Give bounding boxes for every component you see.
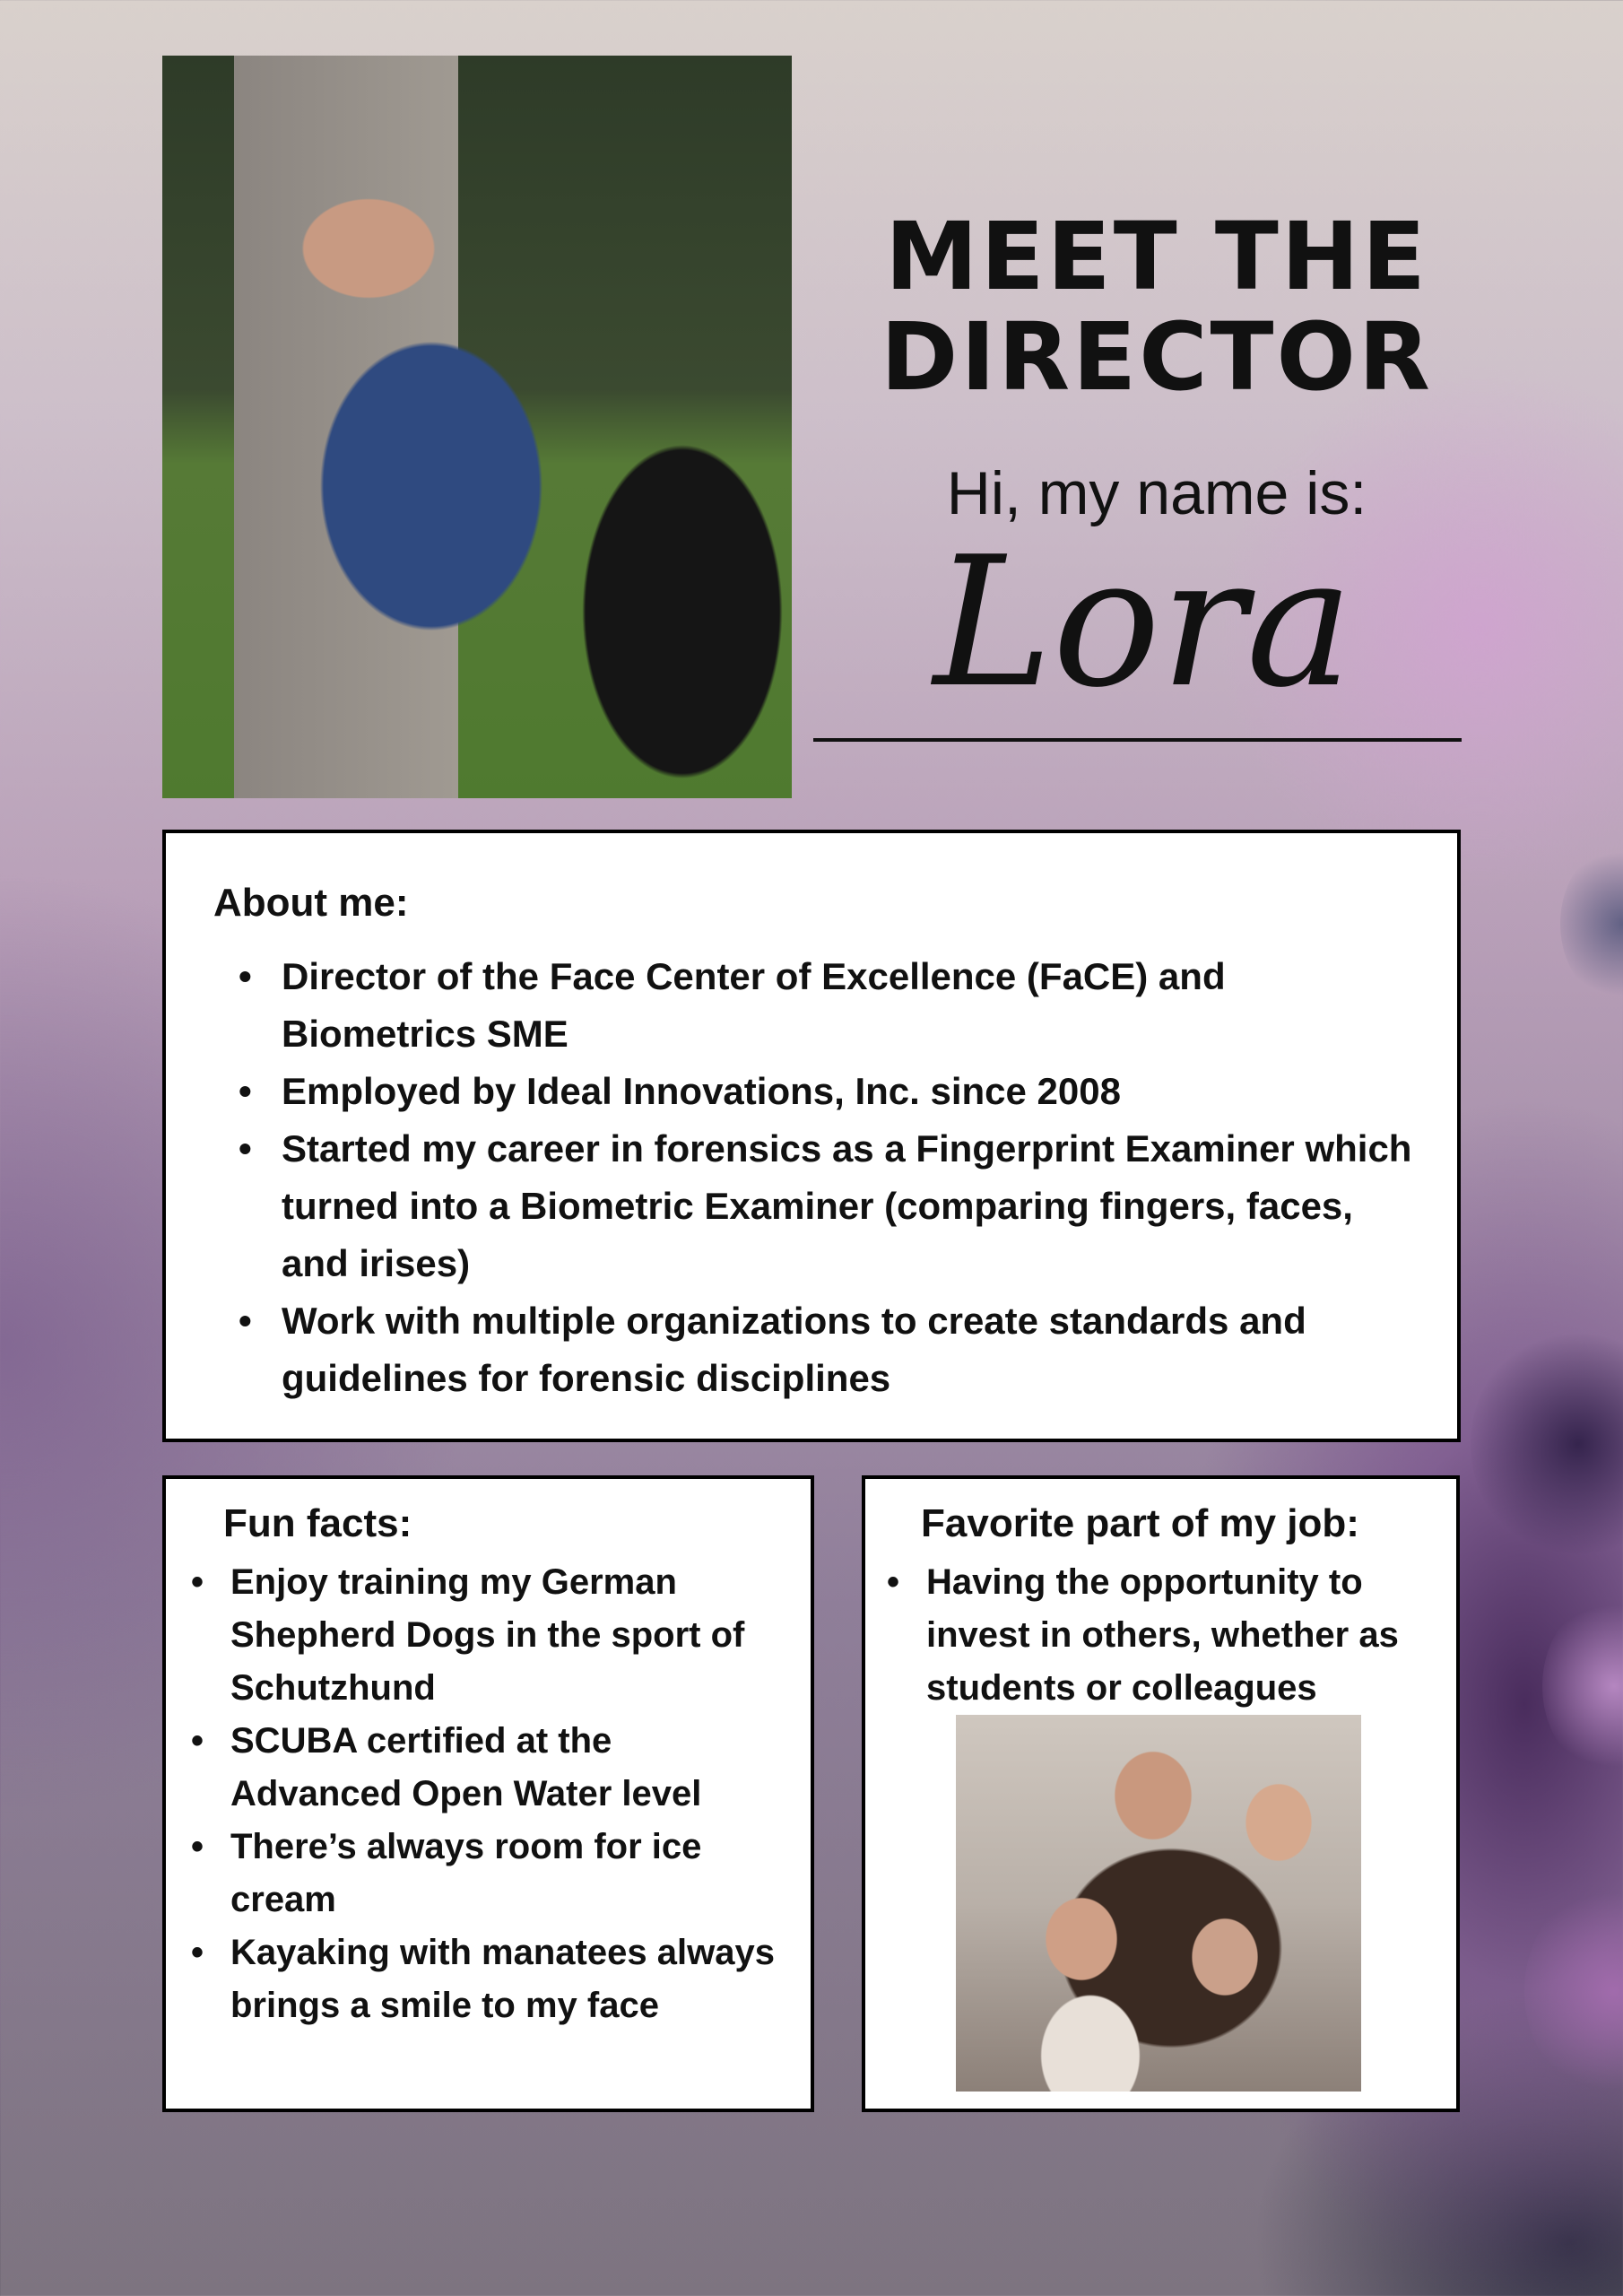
fun-facts-heading: Fun facts: xyxy=(223,1501,412,1545)
about-heading: About me: xyxy=(213,881,409,925)
title-line-1: MEET THE xyxy=(885,202,1428,311)
director-name: Lora xyxy=(933,518,1354,727)
about-item: • Started my career in forensics as a Fingerprint Examiner which turned into a Biometric Examiner (comparing fingers, faces, and irises) xyxy=(213,1120,1412,1292)
favorite-list xyxy=(883,1556,1429,1715)
fun-fact-item: • Kayaking with manatees always brings a smile to my face xyxy=(187,1926,784,2032)
background-bokeh xyxy=(1542,1596,1623,1776)
name-underline xyxy=(813,738,1462,742)
fun-facts-box xyxy=(162,1475,814,2112)
greeting-text: Hi, my name is: xyxy=(946,459,1367,527)
about-item: • Employed by Ideal Innovations, Inc. since 2008 xyxy=(213,1063,1412,1120)
favorite-item: • Having the opportunity to invest in others, whether as students or colleagues xyxy=(883,1556,1429,1715)
team-group-photo xyxy=(956,1715,1361,2092)
fun-fact-item: • There’s always room for ice cream xyxy=(187,1821,784,1926)
background-bokeh xyxy=(1524,1883,1623,2099)
about-list xyxy=(213,948,1412,1407)
director-with-dog-photo xyxy=(162,56,792,798)
fun-fact-item: • Enjoy training my German Shepherd Dogs in the sport of Schutzhund xyxy=(187,1556,784,1715)
title-line-2: DIRECTOR xyxy=(881,302,1433,412)
about-item: • Work with multiple organizations to create standards and guidelines for forensic disciplines xyxy=(213,1292,1412,1407)
about-item: • Director of the Face Center of Excellence (FaCE) and Biometrics SME xyxy=(213,948,1412,1063)
background-bokeh xyxy=(1471,1327,1623,1561)
about-me-box xyxy=(162,830,1461,1442)
background-bokeh xyxy=(1560,843,1623,1004)
fun-facts-list xyxy=(187,1556,784,2032)
favorite-heading: Favorite part of my job: xyxy=(921,1501,1359,1545)
page-title xyxy=(834,202,1480,412)
fun-fact-item: • SCUBA certified at the Advanced Open Water level xyxy=(187,1715,784,1821)
